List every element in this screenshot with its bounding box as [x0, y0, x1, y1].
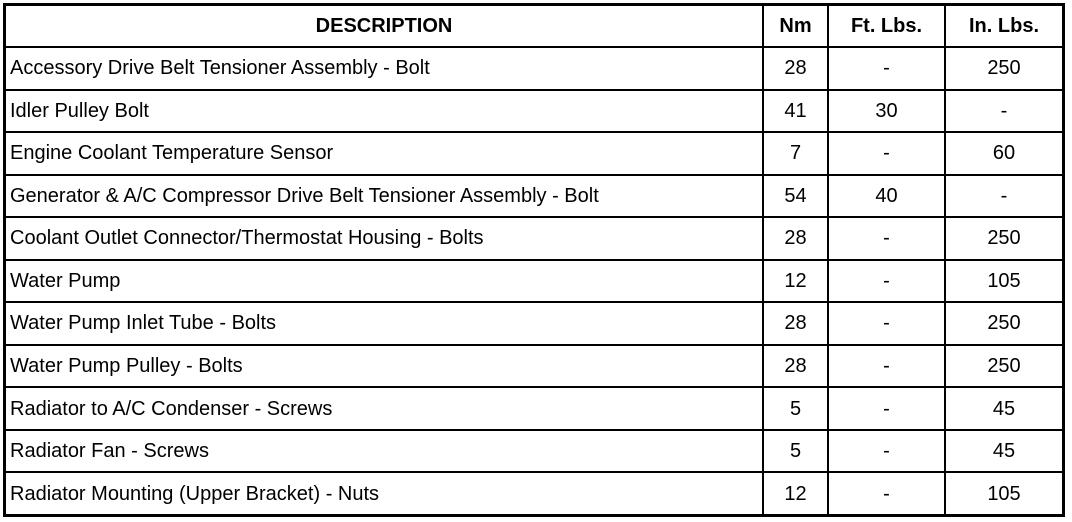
row-description: Water Pump Inlet Tube - Bolts: [6, 302, 763, 345]
header-ft-lbs: Ft. Lbs.: [828, 6, 945, 47]
row-nm: 5: [763, 430, 828, 473]
row-description: Idler Pulley Bolt: [6, 90, 763, 133]
row-nm: 28: [763, 47, 828, 90]
row-nm: 54: [763, 175, 828, 218]
header-in-lbs: In. Lbs.: [945, 6, 1062, 47]
row-nm: 5: [763, 387, 828, 430]
row-nm: 28: [763, 217, 828, 260]
row-in-lbs: 250: [945, 47, 1062, 90]
table-row: [6, 90, 1062, 133]
row-nm: 7: [763, 132, 828, 175]
row-ft-lbs: -: [828, 472, 945, 514]
row-in-lbs: 45: [945, 387, 1062, 430]
row-in-lbs: 45: [945, 430, 1062, 473]
row-in-lbs: 250: [945, 217, 1062, 260]
row-description: Generator & A/C Compressor Drive Belt Tensioner Assembly - Bolt: [6, 175, 763, 218]
row-description: Water Pump: [6, 260, 763, 303]
row-in-lbs: 250: [945, 302, 1062, 345]
table-row: [6, 132, 1062, 175]
row-in-lbs: 60: [945, 132, 1062, 175]
row-nm: 41: [763, 90, 828, 133]
header-nm: Nm: [763, 6, 828, 47]
table-row: [6, 302, 1062, 345]
table-row: [6, 345, 1062, 388]
row-in-lbs: -: [945, 175, 1062, 218]
row-in-lbs: 105: [945, 472, 1062, 514]
row-description: Accessory Drive Belt Tensioner Assembly - Bolt: [6, 47, 763, 90]
table-row: [6, 217, 1062, 260]
row-ft-lbs: -: [828, 430, 945, 473]
row-ft-lbs: 30: [828, 90, 945, 133]
row-nm: 12: [763, 260, 828, 303]
row-nm: 12: [763, 472, 828, 514]
row-ft-lbs: 40: [828, 175, 945, 218]
row-ft-lbs: -: [828, 345, 945, 388]
table-row: [6, 260, 1062, 303]
row-description: Water Pump Pulley - Bolts: [6, 345, 763, 388]
row-ft-lbs: -: [828, 47, 945, 90]
row-in-lbs: 250: [945, 345, 1062, 388]
table-row: [6, 430, 1062, 473]
row-ft-lbs: -: [828, 387, 945, 430]
table-row: [6, 387, 1062, 430]
row-in-lbs: 105: [945, 260, 1062, 303]
row-ft-lbs: -: [828, 302, 945, 345]
row-ft-lbs: -: [828, 132, 945, 175]
table-row: [6, 47, 1062, 90]
row-description: Engine Coolant Temperature Sensor: [6, 132, 763, 175]
row-nm: 28: [763, 302, 828, 345]
row-description: Radiator Fan - Screws: [6, 430, 763, 473]
torque-spec-table-frame: [3, 3, 1065, 517]
torque-spec-table: [6, 6, 1062, 514]
row-description: Coolant Outlet Connector/Thermostat Housing - Bolts: [6, 217, 763, 260]
row-ft-lbs: -: [828, 260, 945, 303]
row-in-lbs: -: [945, 90, 1062, 133]
row-description: Radiator Mounting (Upper Bracket) - Nuts: [6, 472, 763, 514]
row-nm: 28: [763, 345, 828, 388]
table-row: [6, 175, 1062, 218]
row-description: Radiator to A/C Condenser - Screws: [6, 387, 763, 430]
header-row: [6, 6, 1062, 47]
header-description: DESCRIPTION: [6, 6, 763, 47]
table-row: [6, 472, 1062, 514]
row-ft-lbs: -: [828, 217, 945, 260]
